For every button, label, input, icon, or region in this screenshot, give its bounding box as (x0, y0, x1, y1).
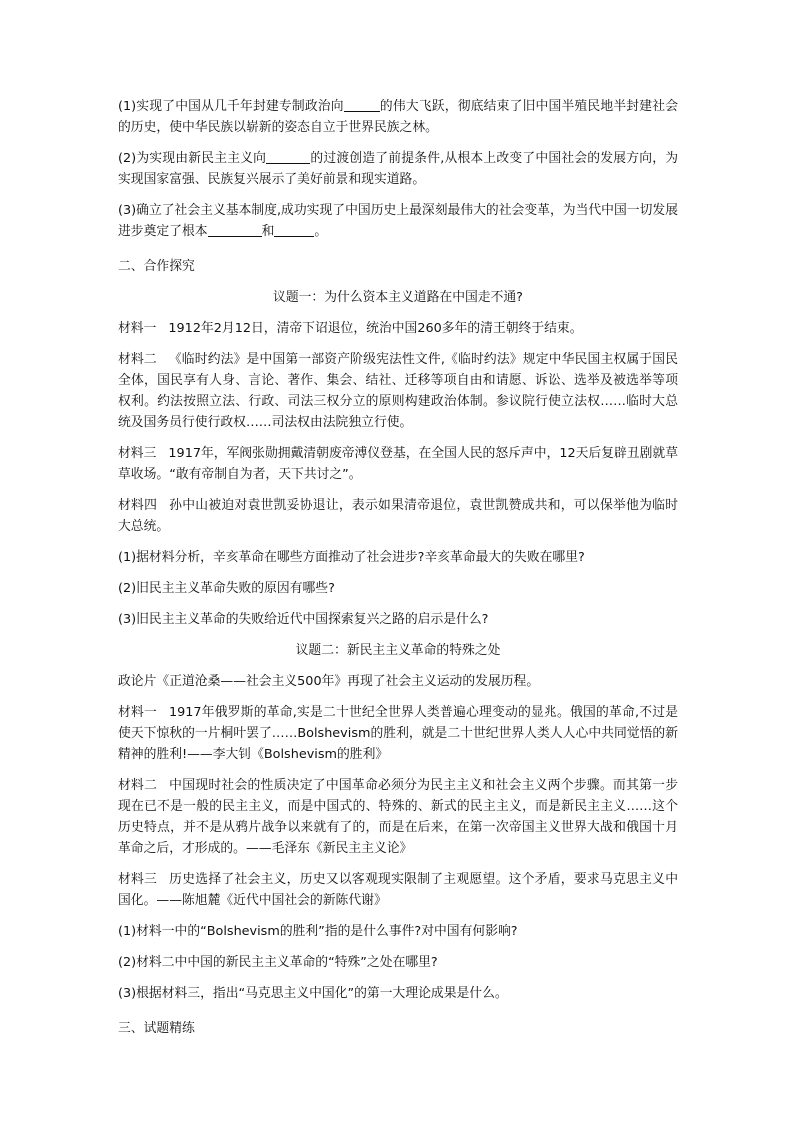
material-label: 材料四 (118, 498, 158, 513)
intro-q2-text-a: (2)为实现由新民主主义向 (118, 151, 267, 166)
topic-1-material-2 (118, 349, 678, 433)
topic-2-question-2: (2)材料二中中国的新民主主义革命的“特殊”之处在哪里? (118, 955, 438, 970)
material-text: 1917年俄罗斯的革命,实是二十世纪全世界人类普遍心理变动的显兆。俄国的革命,不过是使天下惊秋的一片桐叶罢了……Bolshevism的胜利，就是二十世纪世界人类人人心中共同觉悟的新精神的胜利!——李大钊《Bolshevism的胜利》 (118, 705, 679, 762)
material-label: 材料一 (118, 705, 157, 720)
topic-1-question-2: (2)旧民主主义革命失败的原因有哪些? (118, 581, 335, 596)
intro-question-1 (118, 96, 678, 138)
intro-q3-text-end: 。 (314, 224, 328, 239)
intro-q2-text-b: 的过渡创造了前提条件,从根本上改变了中国社会的发展方向，为实现国家富强、民族复兴展示了美好前景和现实道路。 (118, 151, 678, 187)
material-label: 材料三 (118, 446, 157, 461)
material-text: 中国现时社会的性质决定了中国革命必须分为民主主义和社会主义两个步骤。而其第一步现在已不是一般的民主主义，而是中国式的、特殊的、新式的民主主义，而是新民主主义……这个历史特点，并不是从鸦片战争以来就有了的，而是在后来，在第一次帝国主义世界大战和俄国十月革命之后，才形成的。——毛泽东《新民主主义论》 (118, 778, 679, 856)
material-text: 1912年2月12日，清帝下诏退位，统治中国260多年的清王朝终于结束。 (168, 321, 583, 336)
topic-2-title: 议题二：新民主主义革命的特殊之处 (295, 643, 501, 658)
intro-q3-text-mid: 和 (261, 224, 275, 239)
topic-1-material-3 (118, 443, 678, 485)
topic-2-material-1 (118, 702, 678, 765)
material-label: 材料三 (118, 872, 158, 887)
material-text: 历史选择了社会主义，历史又以客观现实限制了主观愿望。这个矛盾，要求马克思主义中国化。——陈旭麓《近代中国社会的新陈代谢》 (118, 872, 679, 908)
section-2-heading: 二、合作探究 (118, 259, 195, 274)
topic-1-question-3: (3)旧民主主义革命的失败给近代中国探索复兴之路的启示是什么? (118, 612, 489, 627)
material-text: 《临时约法》是中国第一部资产阶级宪法性文件,《临时约法》规定中华民国主权属于国民全体，国民享有人身、言论、著作、集会、结社、迁移等项自由和请愿、诉讼、选举及被选举等项权利。约法按照立法、行政、司法三权分立的原则构建政治体制。参议院行使立法权……临时大总统及国务员行使行政权……司法权由法院独立行使。 (118, 352, 678, 430)
topic-1-material-1 (118, 318, 678, 339)
topic-1-material-4 (118, 495, 678, 537)
document-page (118, 96, 678, 1049)
fill-blank-2[interactable] (266, 149, 310, 164)
topic-2-question-3: (3)根据材料三，指出“马克思主义中国化”的第一大理论成果是什么。 (118, 986, 508, 1001)
material-text: 1917年，军阀张勋拥戴清朝废帝溥仪登基，在全国人民的怒斥声中，12天后复辟丑剧就草草收场。“敢有帝制自为者，天下共讨之”。 (118, 446, 679, 482)
fill-blank-3[interactable] (208, 222, 262, 237)
intro-q1-text-a: (1)实现了中国从几千年封建专制政治向 (118, 99, 344, 114)
fill-blank-1[interactable] (344, 97, 380, 112)
material-text: 孙中山被迫对袁世凯妥协退让，表示如果清帝退位，袁世凯赞成共和，可以保举他为临时大总统。 (118, 498, 679, 534)
intro-question-3 (118, 200, 678, 242)
fill-blank-4[interactable] (274, 222, 314, 237)
intro-question-2 (118, 148, 678, 190)
topic-2-material-3 (118, 869, 678, 911)
topic-1-question-1: (1)据材料分析，辛亥革命在哪些方面推动了社会进步?辛亥革命最大的失败在哪里? (118, 550, 585, 565)
topic-2-lead: 政论片《正道沧桑——社会主义500年》再现了社会主义运动的发展历程。 (118, 674, 540, 689)
material-label: 材料二 (118, 778, 158, 793)
topic-2-question-1: (1)材料一中的“Bolshevism的胜利”指的是什么事件?对中国有何影响? (118, 924, 518, 939)
section-3-heading: 三、试题精练 (118, 1021, 195, 1036)
material-label: 材料一 (118, 321, 157, 336)
topic-2-material-2 (118, 775, 678, 859)
intro-q3-text-a: (3)确立了社会主义基本制度,成功实现了中国历史上最深刻最伟大的社会变革，为当代中国一切发展进步奠定了根本 (118, 203, 678, 239)
topic-1-title: 议题一：为什么资本主义道路在中国走不通? (273, 290, 523, 305)
intro-q1-text-b: 的伟大飞跃，彻底结束了旧中国半殖民地半封建社会的历史，使中华民族以崭新的姿态自立于世界民族之林。 (118, 99, 678, 135)
material-label: 材料二 (118, 352, 157, 367)
